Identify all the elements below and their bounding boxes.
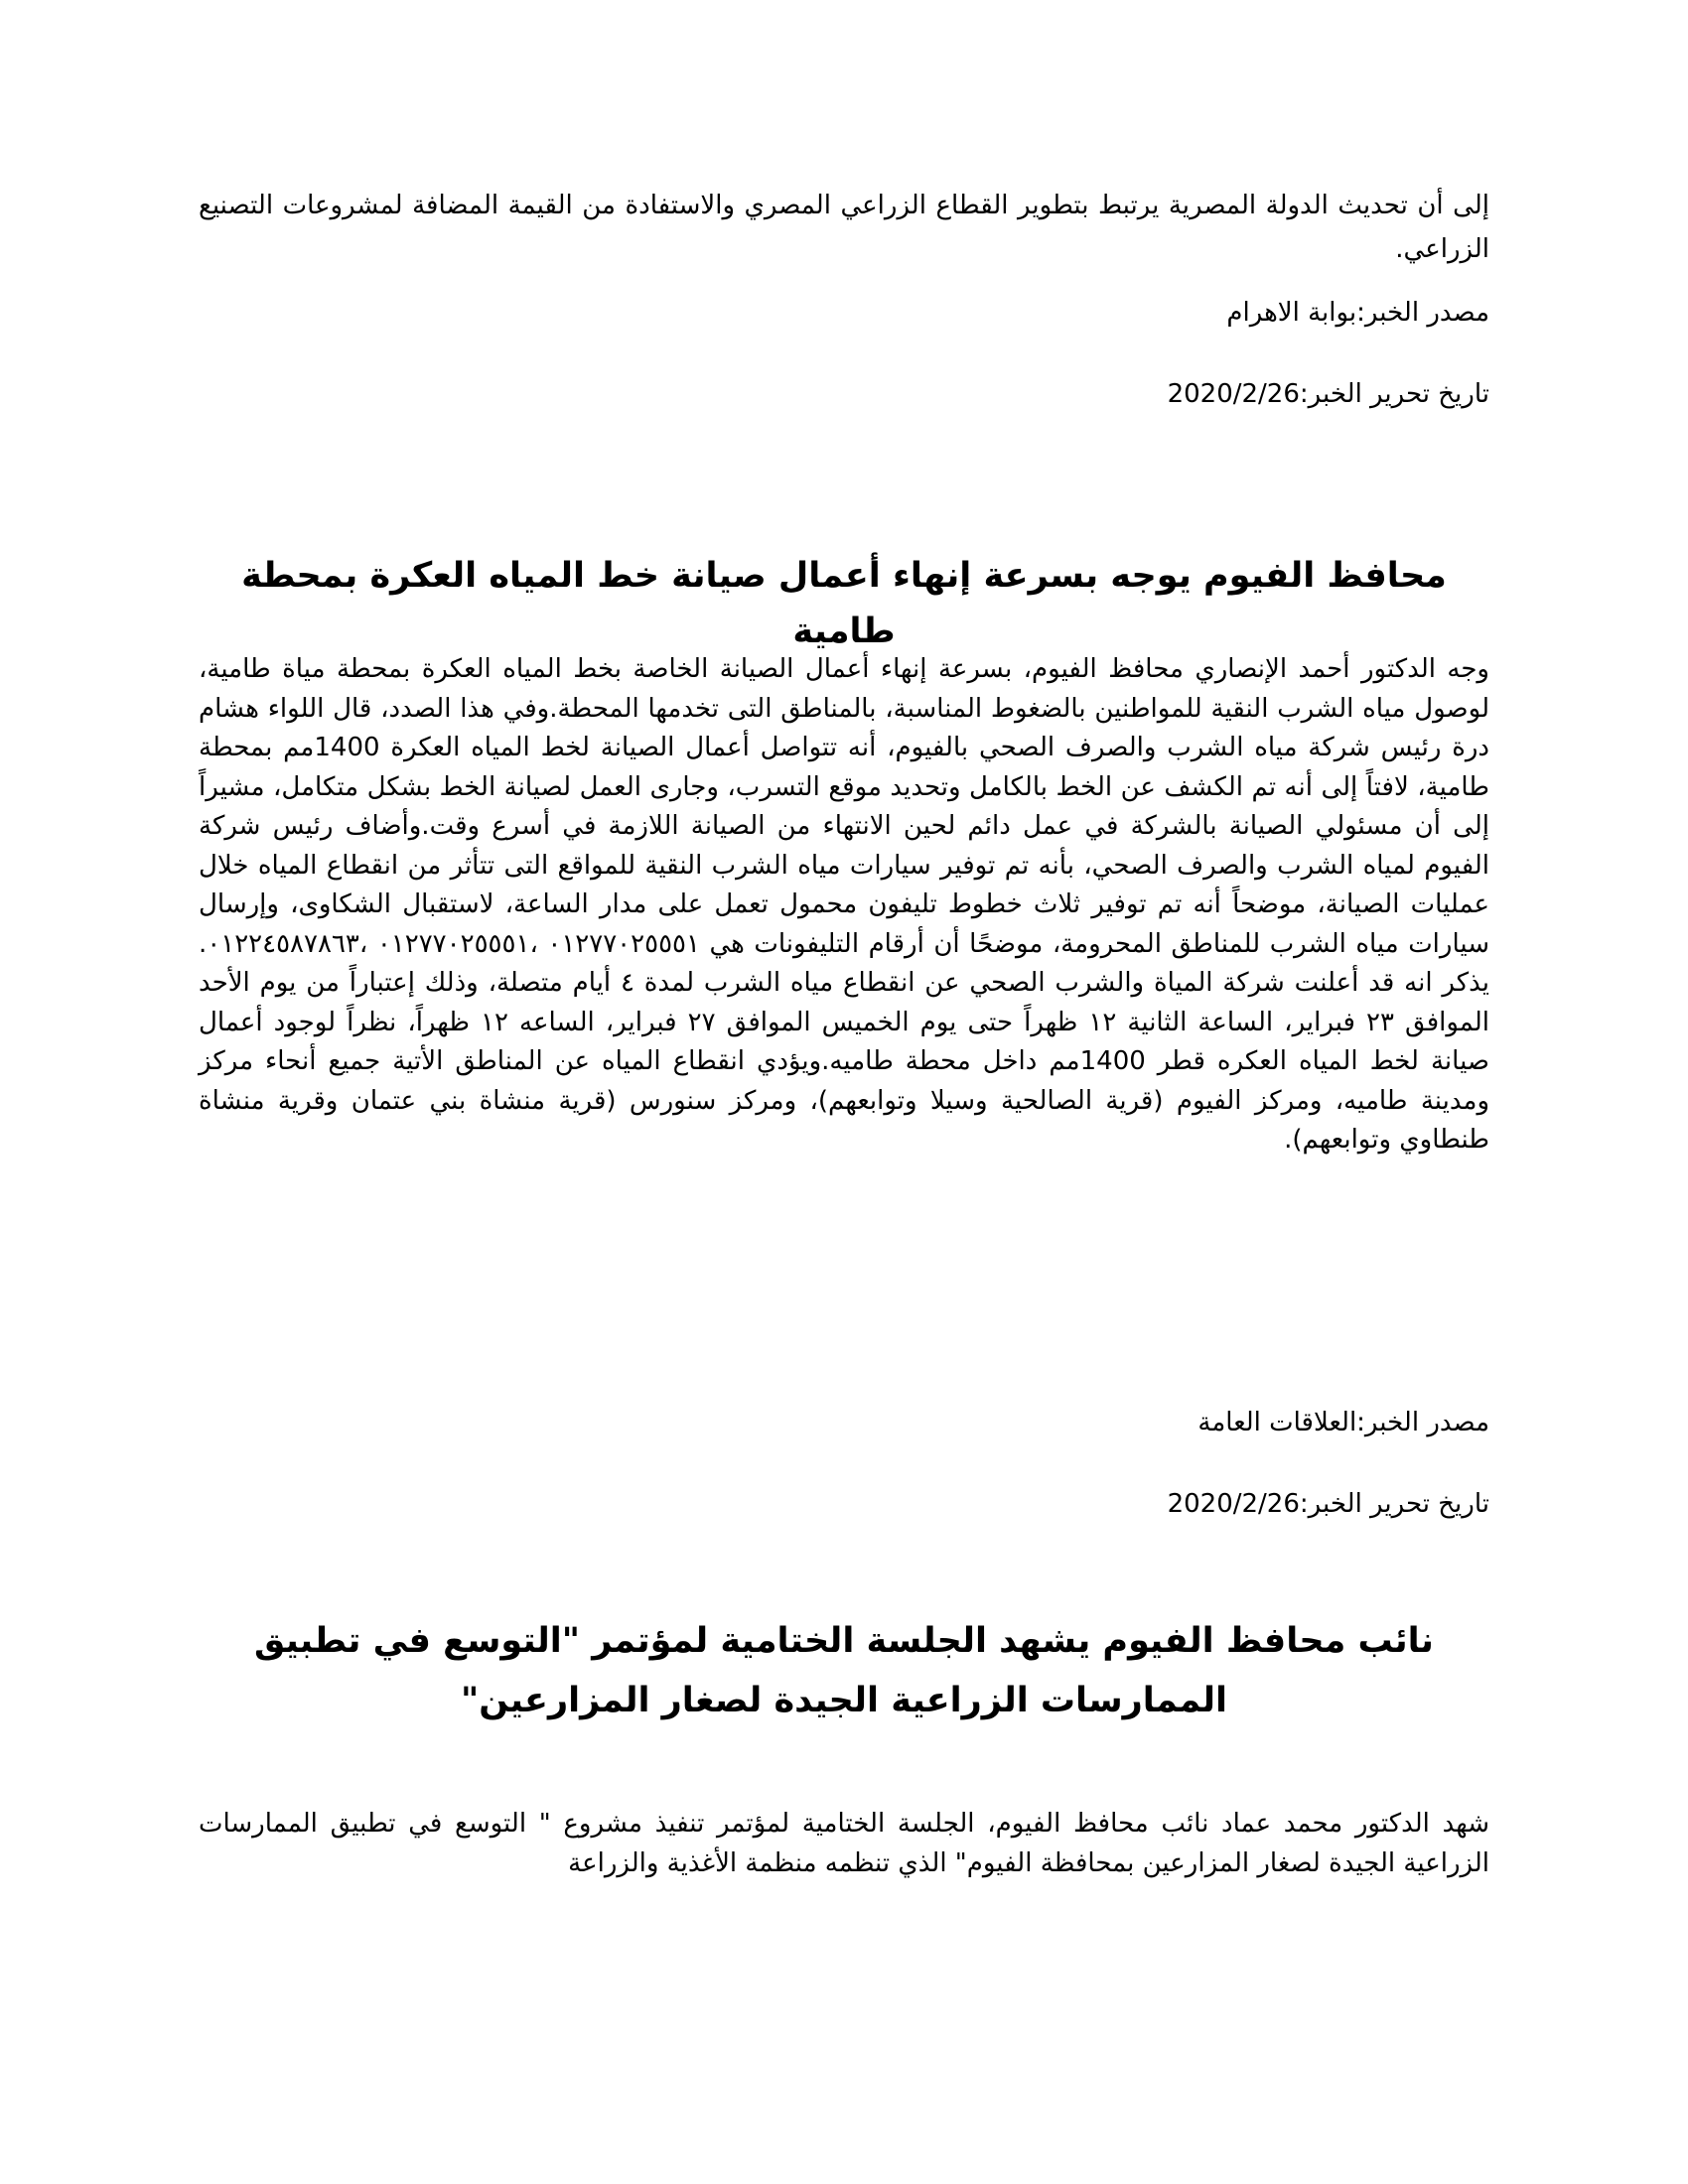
- article1-body: وجه الدكتور أحمد الإنصاري محافظ الفيوم، بسرعة إنهاء أعمال الصيانة الخاصة بخط المياه العكرة بمحطة مياة طامية، لوصول مياه الشرب النقية للمواطنين بالضغوط المناسبة، بالمناطق التى تخدمها المحطة.وفي هذا الصدد، قال اللواء هشام درة رئيس شركة مياه الشرب والصرف الصحي بالفيوم، أنه تتواصل أعمال الصيانة لخط المياه العكرة 1400مم بمحطة طامية، لافتاً إلى أنه تم الكشف عن الخط بالكامل وتحديد موقع التسرب، وجارى العمل لصيانة الخط بشكل متكامل، مشيراً إلى أن مسئولي الصيانة بالشركة في عمل دائم لحين الانتهاء من الصيانة اللازمة في أسرع وقت.وأضاف رئيس شركة الفيوم لمياه الشرب والصرف الصحي، بأنه تم توفير سيارات مياه الشرب النقية للمواقع التى تتأثر من انقطاع المياه خلال عمليات الصيانة، موضحاً أنه تم توفير ثلاث خطوط تليفون محمول تعمل على مدار الساعة، لاستقبال الشكاوى، وإرسال سيارات مياه الشرب للمناطق المحرومة، موضحًا أن أرقام التليفونات هي ٠١٢٧٧٠٢٥٥٥١ ،٠١٢٧٧٠٢٥٥٥١ ،٠١٢٢٤٥٨٧٨٦٣. يذكر انه قد أعلنت شركة المياة والشرب الصحي عن انقطاع مياه الشرب لمدة ٤ أيام متصلة، وذلك إعتباراً من يوم الأحد الموافق ٢٣ فبراير، الساعة الثانية ١٢ ظهراً حتى يوم الخميس الموافق ٢٧ فبراير، الساعه ١٢ ظهراً، نظراً لوجود أعمال صيانة لخط المياه العكره قطر 1400مم داخل محطة طاميه.ويؤدي انقطاع المياه عن المناطق الأتية جميع أنحاء مركز ومدينة طاميه، ومركز الفيوم (قرية الصالحية وسيلا وتوابعهم)، ومركز سنورس (قرية منشاة بني عتمان وقرية منشاة طنطاوي وتوابعهم).: [199, 654, 1490, 1155]
- intro-paragraph: إلى أن تحديث الدولة المصرية يرتبط بتطوير القطاع الزراعي المصري والاستفادة من القيمة المضافة لمشروعات التصنيع الزراعي.: [199, 191, 1489, 264]
- intro-source: مصدر الخبر:بوابة الاهرام: [1226, 298, 1489, 328]
- article1-source: مصدر الخبر:العلاقات العامة: [1197, 1408, 1489, 1437]
- article2-body: شهد الدكتور محمد عماد نائب محافظ الفيوم، الجلسة الختامية لمؤتمر تنفيذ مشروع " التوسع في تطبيق الممارسات الزراعية الجيدة لصغار المزارعين بمحافظة الفيوم" الذي تنظمه منظمة الأغذية والزراعة: [199, 1809, 1489, 1878]
- article1-date: تاريخ تحرير الخبر:2020/2/26: [1167, 1489, 1489, 1519]
- article2-title: نائب محافظ الفيوم يشهد الجلسة الختامية لمؤتمر "التوسع في تطبيق الممارسات الزراعية الجيدة لصغار المزارعين": [254, 1621, 1434, 1720]
- article1-title: محافظ الفيوم يوجه بسرعة إنهاء أعمال صيانة خط المياه العكرة بمحطة طامية: [241, 556, 1447, 651]
- intro-date: تاريخ تحرير الخبر:2020/2/26: [1167, 379, 1489, 409]
